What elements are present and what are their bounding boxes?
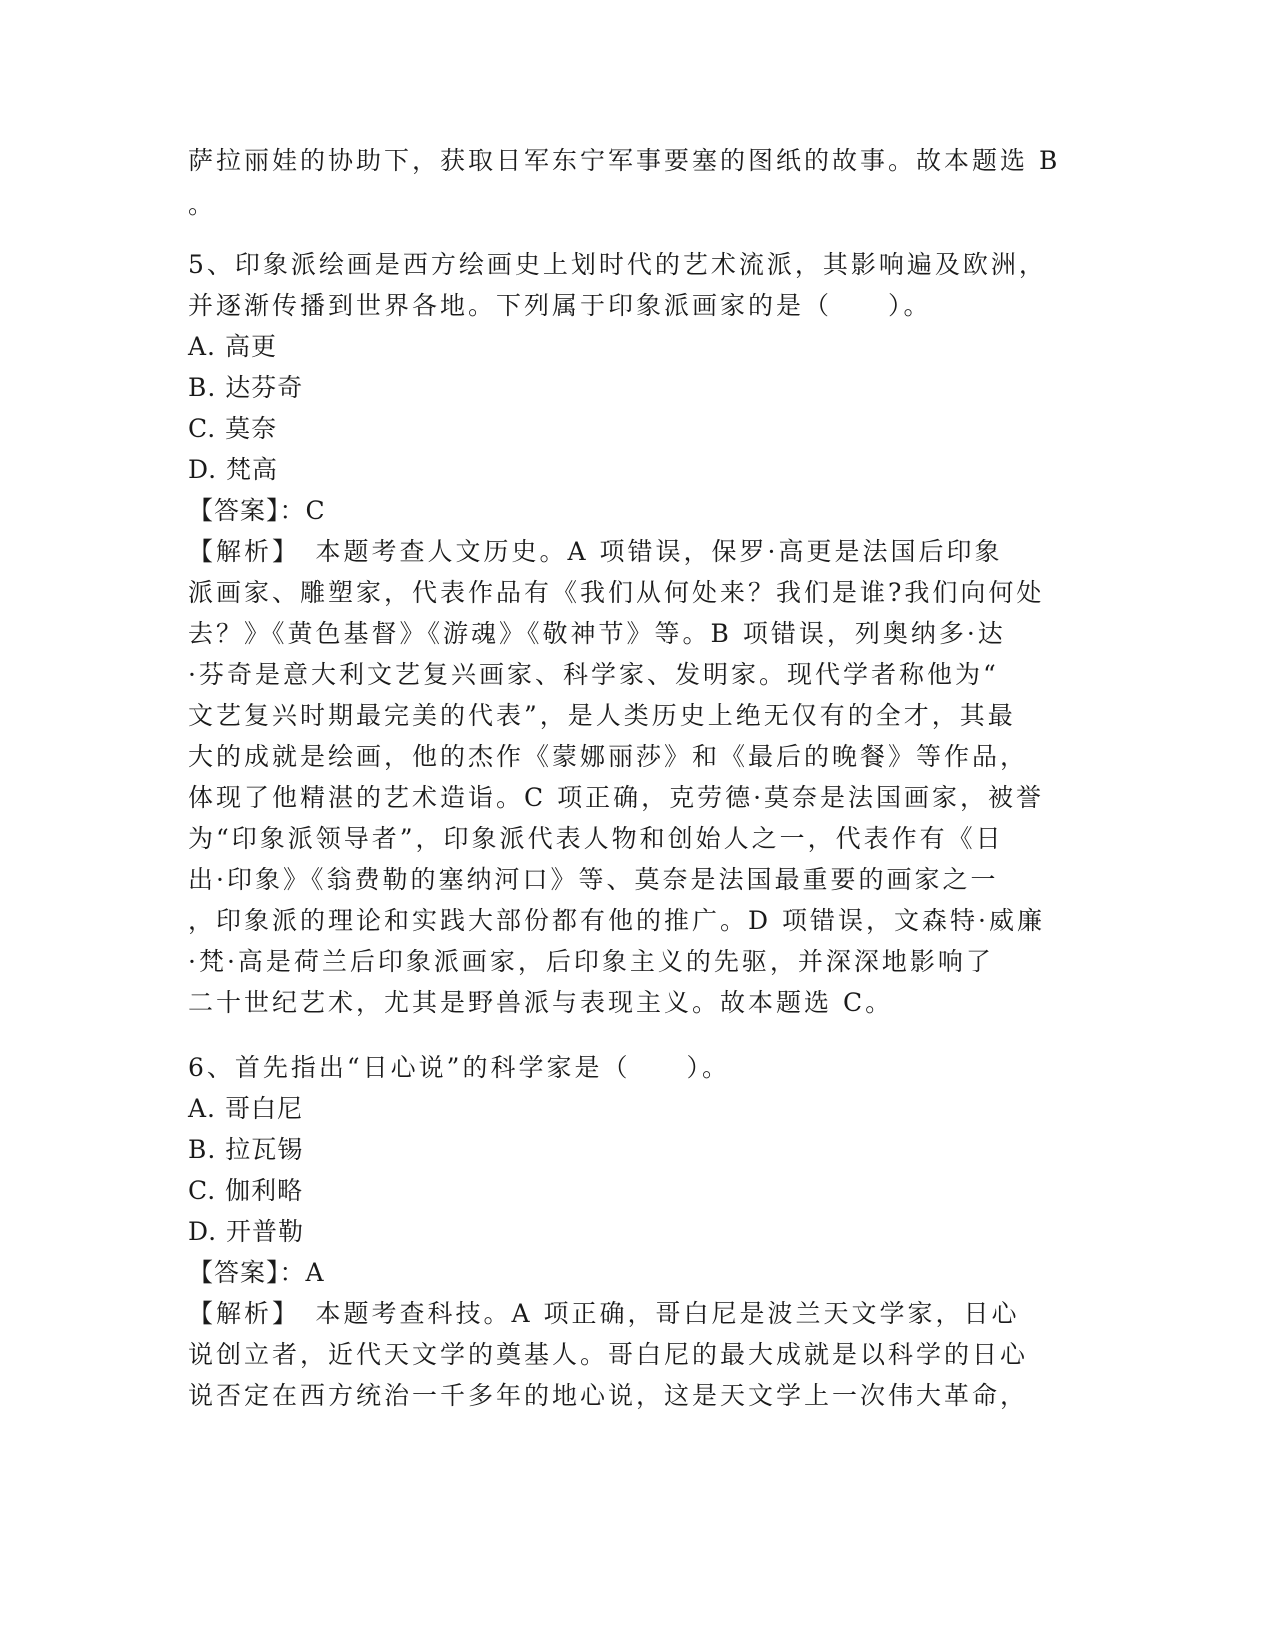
question-5-analysis: 出·印象》《翁费勒的塞纳河口》等、莫奈是法国最重要的画家之一 xyxy=(188,865,999,894)
question-5-option-c: C. 莫奈 xyxy=(188,414,278,443)
question-5-answer: 【答案】：C xyxy=(188,496,326,525)
question-5-option-a: A. 高更 xyxy=(188,332,277,361)
question-6-analysis: 说创立者，近代天文学的奠基人。哥白尼的最大成就是以科学的日心 xyxy=(188,1340,1029,1369)
question-5-analysis: 大的成就是绘画，他的杰作《蒙娜丽莎》和《最后的晚餐》等作品， xyxy=(188,742,1029,771)
question-5-analysis: 文艺复兴时期最完美的代表”，是人类历史上绝无仅有的全才，其最 xyxy=(188,701,1016,730)
question-5-analysis: ，印象派的理论和实践大部份都有他的推广。D 项错误，文森特·威廉 xyxy=(188,906,1045,935)
question-5-analysis: 去？》《黄色基督》《游魂》《敬神节》等。B 项错误，列奥纳多·达 xyxy=(188,619,1006,648)
question-5-analysis: 派画家、雕塑家，代表作品有《我们从何处来？我们是谁?我们向何处 xyxy=(188,578,1045,607)
question-6-option-c: C. 伽利略 xyxy=(188,1176,304,1205)
question-6-analysis: 【解析】 本题考查科技。A 项正确，哥白尼是波兰天文学家，日心 xyxy=(188,1299,1020,1328)
question-6-option-b: B. 拉瓦锡 xyxy=(188,1135,304,1164)
text-line: 。 xyxy=(188,190,217,219)
question-6-analysis: 说否定在西方统治一千多年的地心说，这是天文学上一次伟大革命， xyxy=(188,1381,1029,1410)
question-5-analysis: ·梵·高是荷兰后印象派画家，后印象主义的先驱，并深深地影响了 xyxy=(188,947,994,976)
question-5-analysis: ·芬奇是意大利文艺复兴画家、科学家、发明家。现代学者称他为“ xyxy=(188,660,999,689)
question-5-analysis: 体现了他精湛的艺术造诣。C 项正确，克劳德·莫奈是法国画家，被誉 xyxy=(188,783,1045,812)
question-5-analysis: 【解析】 本题考查人文历史。A 项错误，保罗·高更是法国后印象 xyxy=(188,537,1003,566)
question-6-option-d: D. 开普勒 xyxy=(188,1217,305,1246)
question-5-option-d: D. 梵高 xyxy=(188,455,279,484)
question-6-answer: 【答案】：A xyxy=(188,1258,325,1287)
question-5-stem: 并逐渐传播到世界各地。下列属于印象派画家的是（ ）。 xyxy=(188,291,932,320)
question-6-option-a: A. 哥白尼 xyxy=(188,1094,303,1123)
question-5-option-b: B. 达芬奇 xyxy=(188,373,304,402)
question-5-analysis: 为“印象派领导者”，印象派代表人物和创始人之一，代表作有《日 xyxy=(188,824,1004,853)
question-5-analysis: 二十世纪艺术，尤其是野兽派与表现主义。故本题选 C。 xyxy=(188,988,894,1017)
text-line: 萨拉丽娃的协助下，获取日军东宁军事要塞的图纸的故事。故本题选 B xyxy=(188,146,1061,175)
question-6-stem: 6、首先指出“日心说”的科学家是（ ）。 xyxy=(188,1053,730,1082)
question-5-stem: 5、印象派绘画是西方绘画史上划时代的艺术流派，其影响遍及欧洲， xyxy=(188,250,1047,279)
